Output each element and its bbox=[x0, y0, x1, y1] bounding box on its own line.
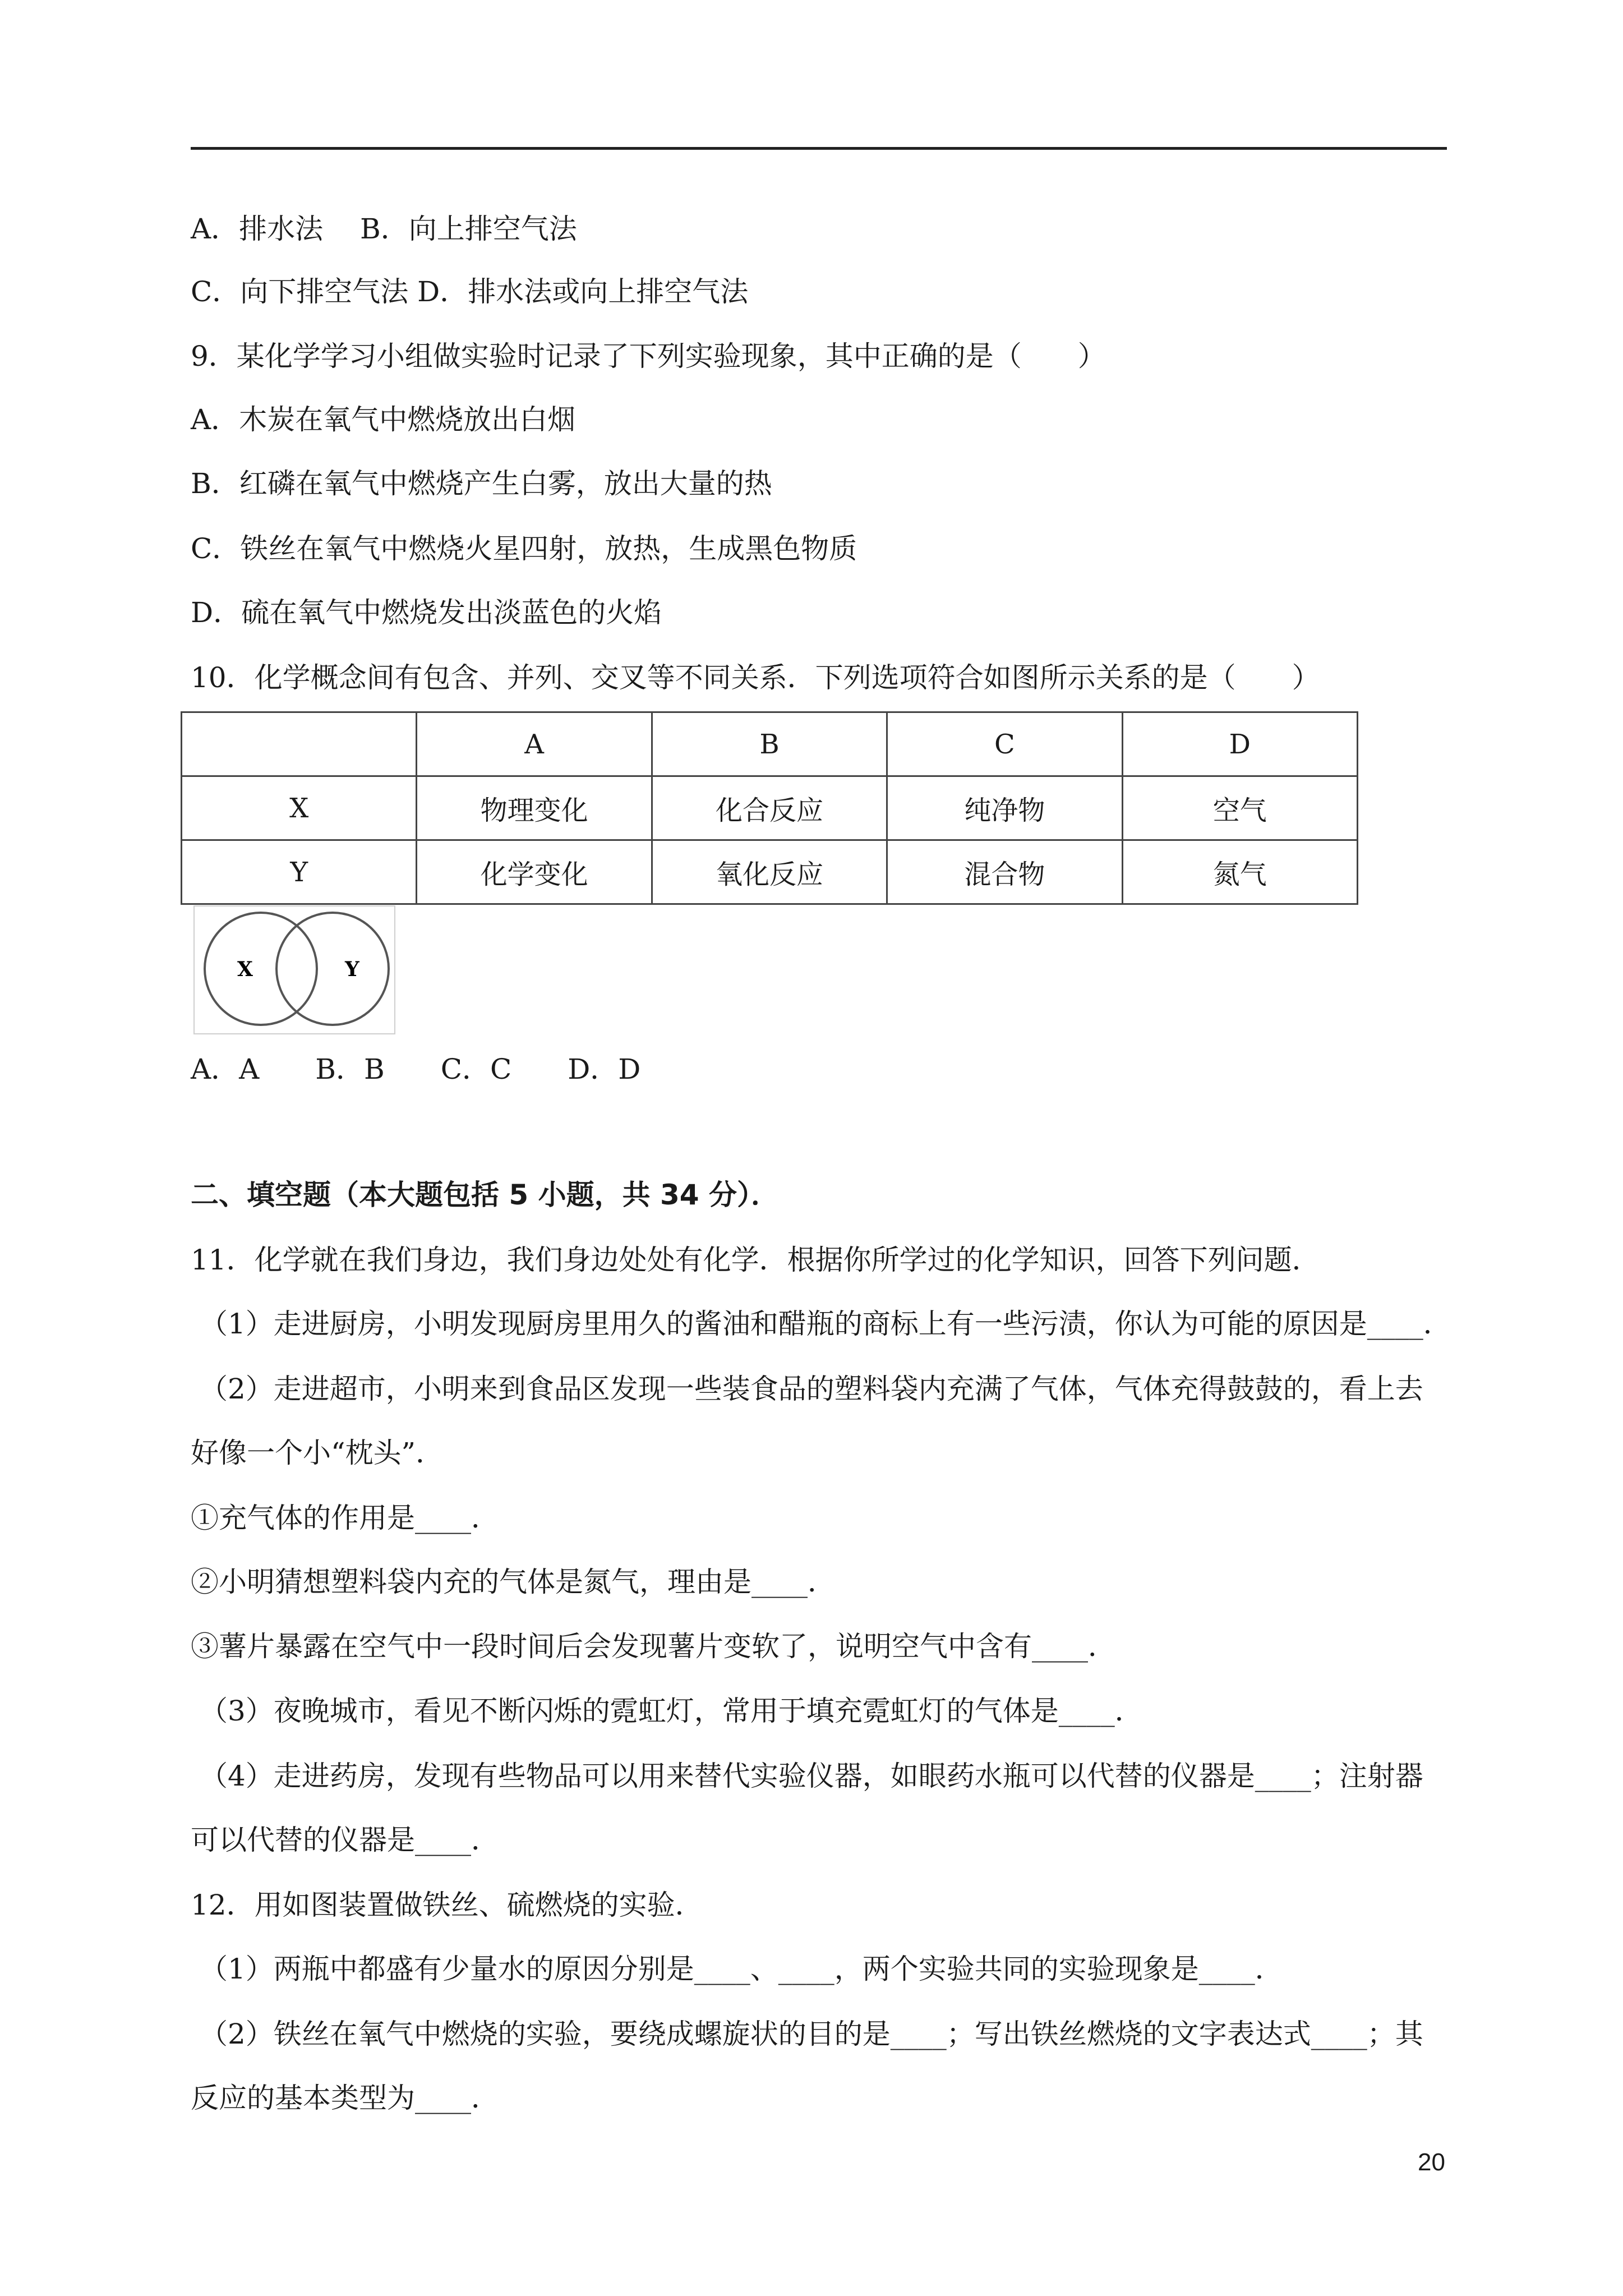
table-cell: X bbox=[182, 776, 417, 840]
table-row bbox=[182, 776, 1358, 840]
q12-part1: （1）两瓶中都盛有少量水的原因分别是____、____，两个实验共同的实验现象是____． bbox=[200, 1953, 1283, 1985]
q11-part2-ii: ②小明猜想塑料袋内充的气体是氮气，理由是____． bbox=[191, 1566, 836, 1598]
q9-stem: 9．某化学学习小组做实验时记录了下列实验现象，其中正确的是（ ） bbox=[191, 340, 1106, 372]
section2-title: 二、填空题（本大题包括 5 小题，共 34 分）． bbox=[191, 1179, 779, 1211]
table-cell: C bbox=[887, 712, 1122, 776]
q12-part2-line2: 反应的基本类型为____． bbox=[191, 2082, 499, 2114]
q11-part2-iii: ③薯片暴露在空气中一段时间后会发现薯片变软了，说明空气中含有____． bbox=[191, 1630, 1116, 1663]
q11-part4-line1: （4）走进药房，发现有些物品可以用来替代实验仪器，如眼药水瓶可以代替的仪器是____；注射器 bbox=[200, 1760, 1423, 1792]
q10-stem: 10．化学概念间有包含、并列、交叉等不同关系．下列选项符合如图所示关系的是（ ） bbox=[191, 661, 1320, 694]
table-cell bbox=[182, 712, 417, 776]
q11-part2-line2: 好像一个小“枕头”． bbox=[191, 1437, 444, 1469]
q11-stem: 11．化学就在我们身边，我们身边处处有化学．根据你所学过的化学知识，回答下列问题． bbox=[191, 1244, 1320, 1276]
table-cell: Y bbox=[182, 840, 417, 904]
q9-option-c: C．铁丝在氧气中燃烧火星四射，放热，生成黑色物质 bbox=[191, 532, 857, 565]
q8-options-line1: A．排水法 B．向上排空气法 bbox=[191, 213, 577, 245]
q12-stem: 12．用如图装置做铁丝、硫燃烧的实验． bbox=[191, 1889, 703, 1921]
venn-label-y: Y bbox=[345, 958, 359, 981]
table-cell: 空气 bbox=[1122, 776, 1357, 840]
table-cell: 混合物 bbox=[887, 840, 1122, 904]
venn-label-x: X bbox=[237, 958, 253, 981]
q12-part2-line1: （2）铁丝在氧气中燃烧的实验，要绕成螺旋状的目的是____；写出铁丝燃烧的文字表达式____；其 bbox=[200, 2018, 1423, 2050]
table-cell: A bbox=[417, 712, 652, 776]
q11-part1: （1）走进厨房，小明发现厨房里用久的酱油和醋瓶的商标上有一些污渍，你认为可能的原因是____． bbox=[200, 1308, 1451, 1340]
q10-relation-table bbox=[181, 711, 1358, 905]
table-cell: 化学变化 bbox=[417, 840, 652, 904]
q11-part2-i: ①充气体的作用是____． bbox=[191, 1502, 499, 1534]
q9-option-b: B．红磷在氧气中燃烧产生白雾，放出大量的热 bbox=[191, 467, 772, 500]
table-cell: 氮气 bbox=[1122, 840, 1357, 904]
header-rule bbox=[191, 147, 1447, 150]
q9-option-a: A．木炭在氧气中燃烧放出白烟 bbox=[191, 403, 576, 436]
table-cell: 氧化反应 bbox=[652, 840, 887, 904]
page-number: 20 bbox=[1418, 2148, 1445, 2176]
q10-options: A．A B．B C．C D．D bbox=[191, 1053, 641, 1085]
q8-options-line2: C．向下排空气法 D．排水法或向上排空气法 bbox=[191, 275, 749, 308]
table-cell: 物理变化 bbox=[417, 776, 652, 840]
q10-venn-diagram bbox=[193, 905, 395, 1034]
table-header-row bbox=[182, 712, 1358, 776]
table-row bbox=[182, 840, 1358, 904]
q11-part3: （3）夜晚城市，看见不断闪烁的霓虹灯，常用于填充霓虹灯的气体是____． bbox=[200, 1695, 1143, 1727]
q9-option-d: D．硫在氧气中燃烧发出淡蓝色的火焰 bbox=[191, 596, 662, 629]
q11-part4-line2: 可以代替的仪器是____． bbox=[191, 1824, 499, 1856]
q11-part2-line1: （2）走进超市，小明来到食品区发现一些装食品的塑料袋内充满了气体，气体充得鼓鼓的，看上去 bbox=[200, 1373, 1423, 1405]
table-cell: 纯净物 bbox=[887, 776, 1122, 840]
table-cell: D bbox=[1122, 712, 1357, 776]
table-cell: 化合反应 bbox=[652, 776, 887, 840]
table-cell: B bbox=[652, 712, 887, 776]
